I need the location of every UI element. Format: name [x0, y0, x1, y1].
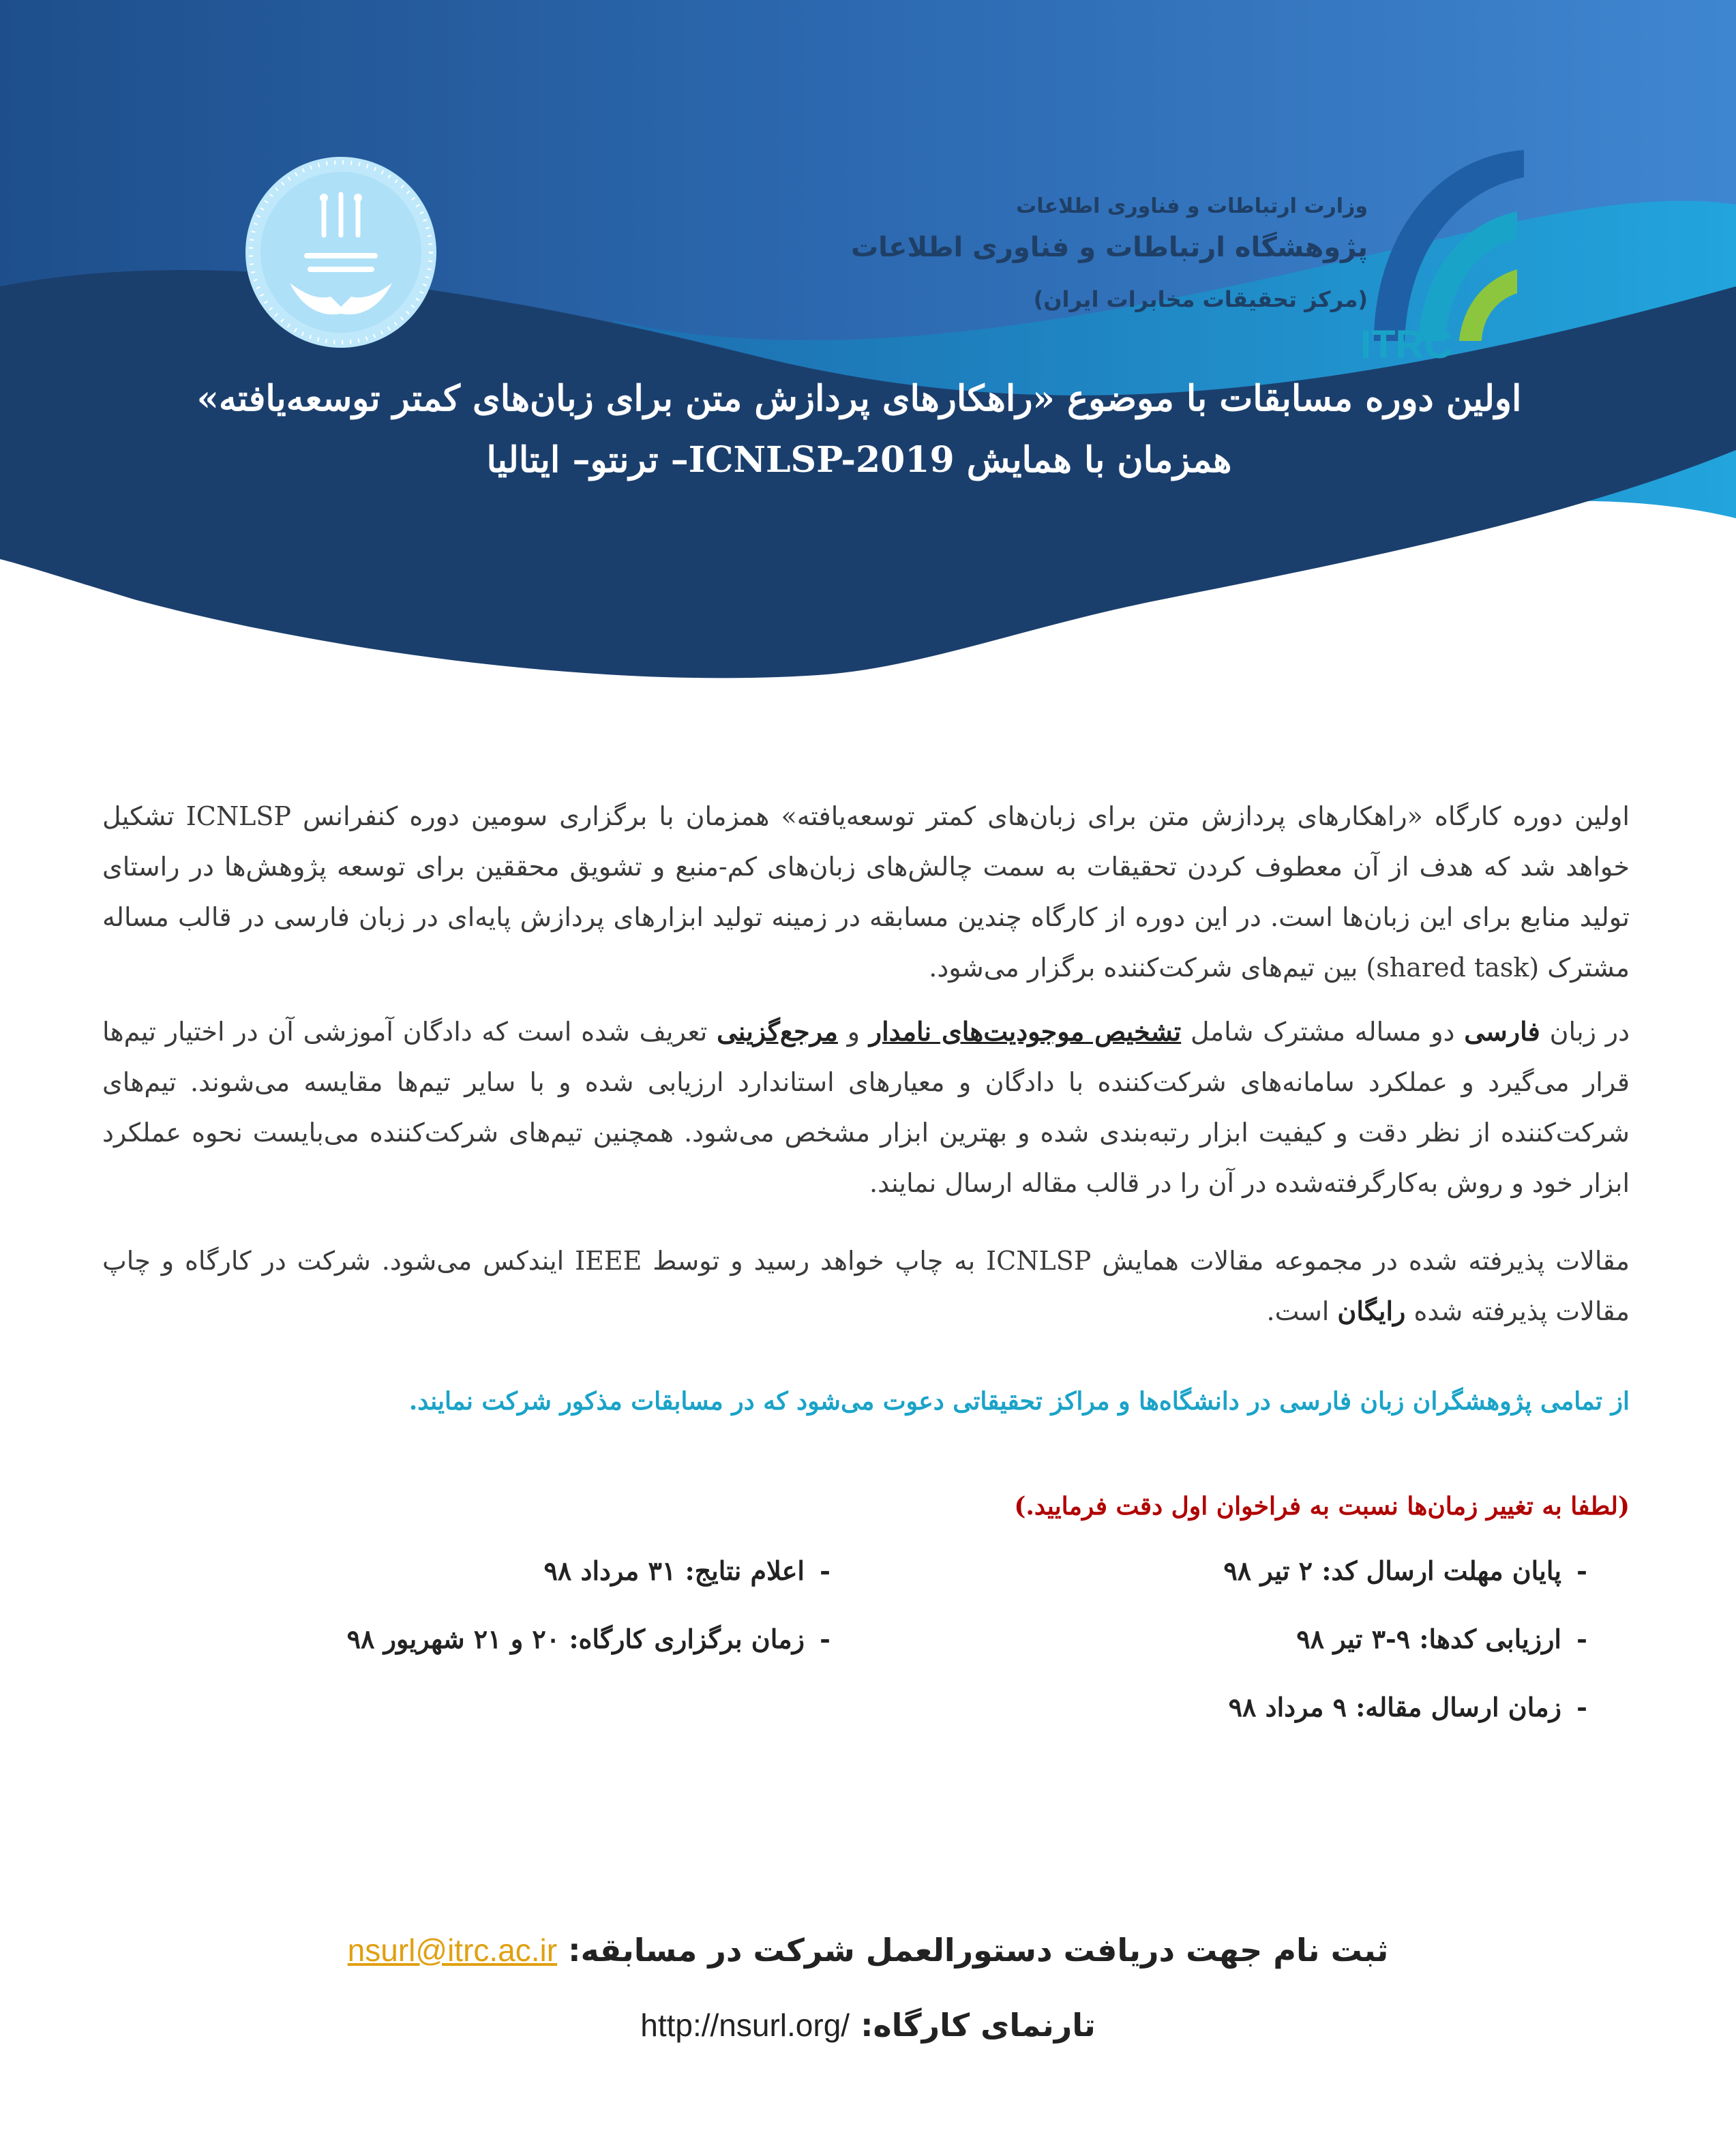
main-content	[102, 791, 1630, 1748]
intro-paragraph: اولین دوره کارگاه «راهکارهای پردازش متن برای زبان‌های کمتر توسعه‌یافته» همزمان با برگزاری سومین دوره کنفرانس ICNLSP تشکیل خواهد شد که هدف از آن معطوف کردن تحقیقات به سمت چالش‌های زبان‌های کم-منبع و تشویق محققین برای توسعه پژوهش‌ها در راستای تولید منابع برای این زبان‌ها است. در این دوره از کارگاه چندین مسابقه در زمینه تولید ابزارهای پردازش پایه‌ای در زبان فارسی در قالب مساله مشترک (shared task) بین تیم‌های شرکت‌کننده برگزار می‌شود.	[102, 801, 1630, 983]
task-coreference: مرجع‌گزینی	[717, 1016, 838, 1047]
university-of-tehran-logo	[242, 153, 440, 351]
itrc-text-block	[754, 194, 1368, 312]
dates-column-right	[921, 1537, 1602, 1742]
tasks-text-e: و	[837, 1017, 869, 1047]
website-label: تارنمای کارگاه:	[860, 2007, 1096, 2044]
header-banner	[0, 0, 1736, 682]
date-item: - ارزیابی کدها: ۹-۳ تیر ۹۸	[1296, 1624, 1587, 1654]
itrc-logo-text: ITRC	[1360, 323, 1453, 361]
dates-list	[102, 1537, 1630, 1748]
persian-language: فارسی	[1464, 1016, 1540, 1047]
website-link[interactable]: http://nsurl.org/	[640, 2007, 850, 2043]
schedule-change-notice: (لطفا به تغییر زمان‌ها نسبت به فراخوان اول دقت فرمایید.)	[1014, 1492, 1630, 1521]
free-label: رایگان	[1337, 1296, 1406, 1326]
website-line	[0, 1988, 1736, 2063]
tasks-text-c: دو مساله مشترک شامل	[1181, 1017, 1465, 1047]
email-link[interactable]: nsurl@itrc.ac.ir	[347, 1932, 558, 1968]
publication-paragraph	[102, 1236, 1630, 1336]
center-name: (مرکز تحقیقات مخابرات ایران)	[1033, 286, 1368, 312]
footer-contact	[0, 1913, 1736, 2063]
publication-text-a: مقالات پذیرفته شده در مجموعه مقالات همایش ICNLSP به چاپ خواهد رسید و توسط IEEE ایندکس می‌شود. شرکت در کارگاه و چاپ مقالات پذیرفته شده	[102, 1246, 1630, 1326]
registration-line	[0, 1913, 1736, 1988]
title-line-2: همزمان با همایش ICNLSP-2019– ترنتو– ایتالیا	[486, 439, 1232, 481]
invitation-text: از تمامی پژوهشگران زبان فارسی در دانشگاه‌ها و مراکز تحقیقاتی دعوت می‌شود که در مسابقات مذکور شرکت نمایند.	[408, 1387, 1630, 1416]
dates-column-left	[164, 1537, 845, 1673]
date-item: - زمان ارسال مقاله: ۹ مرداد ۹۸	[1228, 1692, 1587, 1722]
tasks-paragraph	[102, 1006, 1630, 1208]
date-item: - پایان مهلت ارسال کد: ۲ تیر ۹۸	[1223, 1555, 1587, 1586]
publication-text-c: است.	[1266, 1296, 1338, 1326]
registration-label: ثبت نام جهت دریافت دستورالعمل شرکت در مسابقه:	[568, 1932, 1389, 1969]
date-item: - زمان برگزاری کارگاه: ۲۰ و ۲۱ شهریور ۹۸	[346, 1624, 830, 1654]
institute-name: پژوهشگاه ارتباطات و فناوری اطلاعات	[850, 232, 1368, 263]
banner-title	[102, 368, 1616, 491]
itrc-logo	[1353, 136, 1531, 361]
ministry-name: وزارت ارتباطات و فناوری اطلاعات	[1016, 194, 1368, 218]
task-ner: تشخیص موجودیت‌های نامدار	[869, 1016, 1182, 1047]
title-line-1: اولین دوره مسابقات با موضوع «راهکارهای پردازش متن برای زبان‌های کمتر توسعه‌یافته»	[196, 378, 1522, 419]
tasks-text-g: تعریف شده است که دادگان آموزشی آن در اختیار تیم‌ها قرار می‌گیرد و عملکرد سامانه‌های شرکت‌کننده با دادگان و معیارهای استاندارد ارزیابی شده و با سایر تیم‌ها مقایسه می‌شوند. تیم‌های شرکت‌کننده از نظر دقت و کیفیت ابزار رتبه‌بندی شده و بهترین ابزار مشخص می‌شود. همچنین تیم‌های شرکت‌کننده می‌بایست نحوه عملکرد ابزار خود و روش به‌کارگرفته‌شده در آن را در قالب مقاله ارسال نمایند.	[102, 1017, 1630, 1198]
tasks-text-a: در زبان	[1540, 1017, 1630, 1047]
date-item: - اعلام نتایج: ۳۱ مرداد ۹۸	[543, 1555, 830, 1586]
